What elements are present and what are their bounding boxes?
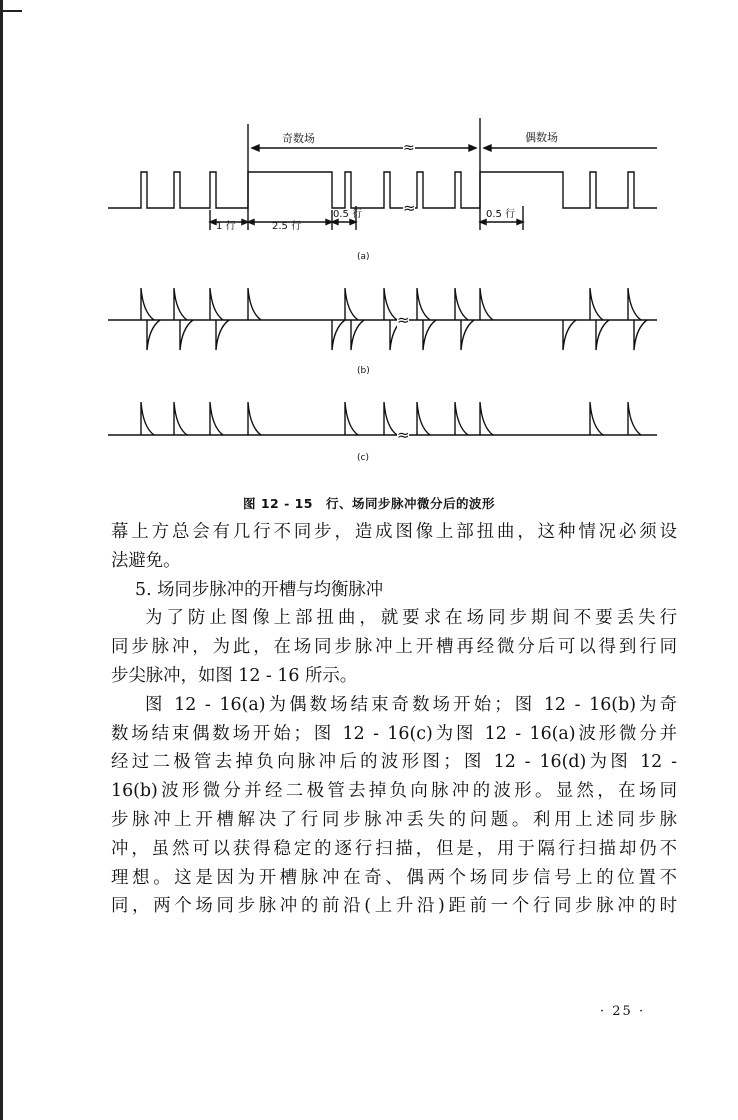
text-line-4: 为了防止图像上部扭曲，就要求在场同步期间不要丢失行 xyxy=(145,608,677,629)
break-mark-c: ≈ xyxy=(397,426,410,444)
subfigure-label-a: (a) xyxy=(357,252,370,262)
label-2-5-lines: 2.5 行 xyxy=(272,221,302,232)
break-mark-arrow: ≈ xyxy=(403,140,415,156)
label-0-5-line-b: 0.5 行 xyxy=(486,209,516,220)
text-line-1: 幕上方总会有几行不同步，造成图像上部扭曲，这种情况必须设 xyxy=(111,522,677,542)
text-line-10: 16(b)波形微分并经二极管去掉负向脉冲的波形。显然，在场同 xyxy=(111,781,677,802)
text-line-2: 法避免。 xyxy=(111,550,181,571)
even-field-arrowhead xyxy=(469,145,476,151)
waveform-a-path xyxy=(108,172,657,208)
waveform-figure xyxy=(0,0,738,480)
label-1-line: 1 行 xyxy=(216,221,236,232)
break-mark-b: ≈ xyxy=(397,311,410,329)
label-0-5-line-a: 0.5 行 xyxy=(333,209,363,220)
label-even-field: 偶数场 xyxy=(525,131,558,144)
subfigure-label-c: (c) xyxy=(357,453,369,463)
text-line-5: 同步脉冲，为此，在场同步脉冲上开槽再经微分后可以得到行同 xyxy=(111,637,677,658)
figure-caption: 图 12 - 15 行、场同步脉冲微分后的波形 xyxy=(242,496,496,511)
text-line-13: 理想。这是因为开槽脉冲在奇、偶两个场同步信号上的位置不 xyxy=(111,867,677,888)
subfigure-label-b: (b) xyxy=(357,366,370,376)
section-heading: 5. 场同步脉冲的开槽与均衡脉冲 xyxy=(135,579,384,600)
waveform-c-spikes xyxy=(141,402,641,435)
text-line-7: 图 12 - 16(a)为偶数场结束奇数场开始；图 12 - 16(b)为奇 xyxy=(145,694,677,715)
text-line-12: 冲，虽然可以获得稳定的逐行扫描，但是，用于隔行扫描却仍不 xyxy=(111,838,677,859)
text-line-14: 同，两个场同步脉冲的前沿(上升沿)距前一个行同步脉冲的时 xyxy=(111,896,677,917)
text-line-8: 数场结束偶数场开始；图 12 - 16(c)为图 12 - 16(a)波形微分并 xyxy=(111,723,677,744)
waveform-b-spikes xyxy=(141,288,647,350)
text-line-9: 经过二极管去掉负向脉冲后的波形图；图 12 - 16(d)为图 12 - xyxy=(111,752,677,773)
break-mark-a: ≈ xyxy=(403,199,416,217)
text-line-11: 步脉冲上开槽解决了行同步脉冲丢失的问题。利用上述同步脉 xyxy=(111,809,677,830)
label-odd-field: 奇数场 xyxy=(282,132,315,145)
odd-field-arrowhead xyxy=(252,145,259,151)
page-number: · 25 · xyxy=(600,1004,646,1019)
body-text xyxy=(111,518,677,921)
text-line-6: 步尖脉冲，如图 12 - 16 所示。 xyxy=(111,665,358,686)
even-field-arrowhead-2 xyxy=(484,145,491,151)
